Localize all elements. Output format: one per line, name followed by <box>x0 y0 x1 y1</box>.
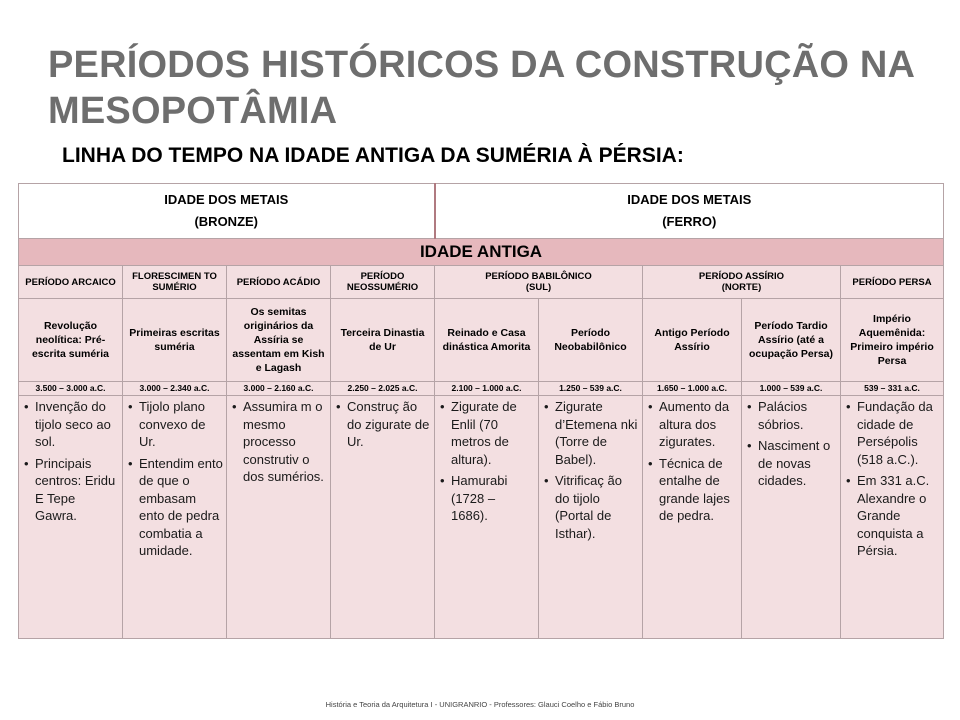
list-item: • Construç ão do zigurate de Ur. <box>347 398 431 451</box>
period-assirio-label: PERÍODO ASSÍRIO <box>698 271 785 282</box>
metal-age-row <box>19 184 944 239</box>
ancient-age-row <box>19 239 944 266</box>
description-cell: Reinado e Casa dinástica Amorita <box>435 299 539 382</box>
description-cell: Antigo Período Assírio <box>643 299 742 382</box>
list-item: • Palácios sóbrios. <box>758 398 837 433</box>
description-cell: Período Tardio Assírio (até a ocupação Persa) <box>742 299 841 382</box>
description-cell: Os semitas originários da Assíria se assentam em Kish e Lagash <box>227 299 331 382</box>
list-item: • Tijolo plano convexo de Ur. <box>139 398 223 451</box>
period-babilonico-region: (SUL) <box>525 282 552 293</box>
characteristics-cell <box>227 396 331 639</box>
iron-age-sublabel: (FERRO) <box>662 214 717 229</box>
period-arcaico: PERÍODO ARCAICO <box>19 266 123 299</box>
list-item: • Nasciment o de novas cidades. <box>758 437 837 490</box>
iron-age-cell <box>435 184 944 239</box>
characteristics-cell <box>123 396 227 639</box>
bullet-list <box>645 398 738 525</box>
list-item: • Invenção do tijolo seco ao sol. <box>35 398 119 451</box>
bullet-list <box>333 398 431 451</box>
bullet-list <box>843 398 940 560</box>
period-babilonico-label: PERÍODO BABILÔNICO <box>485 271 592 282</box>
bronze-age-cell <box>19 184 435 239</box>
list-item: • Principais centros: Eridu E Tepe Gawra. <box>35 455 119 525</box>
period-florescimento: FLORESCIMEN TO SUMÉRIO <box>123 266 227 299</box>
characteristics-cell <box>742 396 841 639</box>
bullet-list <box>541 398 639 542</box>
date-cell: 3.000 – 2.160 a.C. <box>227 382 331 396</box>
date-cell: 1.250 – 539 a.C. <box>539 382 643 396</box>
list-item: • Em 331 a.C. Alexandre o Grande conquista a Pérsia. <box>857 472 940 560</box>
list-item: • Fundação da cidade de Persépolis (518 a.C.). <box>857 398 940 468</box>
date-cell: 3.000 – 2.340 a.C. <box>123 382 227 396</box>
list-item: • Vitrificaç ão do tijolo (Portal de Isthar). <box>555 472 639 542</box>
page-subtitle: LINHA DO TEMPO NA IDADE ANTIGA DA SUMÉRIA À PÉRSIA: <box>62 144 684 167</box>
characteristics-row <box>19 396 944 639</box>
ancient-age-header: IDADE ANTIGA <box>19 239 944 266</box>
date-cell: 3.500 – 3.000 a.C. <box>19 382 123 396</box>
characteristics-cell <box>331 396 435 639</box>
page-title: PERÍODOS HISTÓRICOS DA CONSTRUÇÃO NA MESOPOTÂMIA <box>48 44 914 132</box>
periods-row <box>19 266 944 299</box>
footer-credits: História e Teoria da Arquitetura I - UNIGRANRIO - Professores: Glauci Coelho e Fábio Bruno <box>325 700 635 709</box>
list-item: • Aumento da altura dos zigurates. <box>659 398 738 451</box>
period-babilonico <box>435 266 643 299</box>
date-cell: 2.250 – 2.025 a.C. <box>331 382 435 396</box>
bullet-list <box>21 398 119 525</box>
description-cell: Império Aquemênida: Primeiro império Persa <box>841 299 944 382</box>
iron-age-label: IDADE DOS METAIS <box>627 192 752 207</box>
list-item: • Zigurate d’Etemena nki (Torre de Babel). <box>555 398 639 468</box>
characteristics-cell <box>841 396 944 639</box>
period-assirio-region: (NORTE) <box>721 282 762 293</box>
date-cell: 539 – 331 a.C. <box>841 382 944 396</box>
period-acadio: PERÍODO ACÁDIO <box>227 266 331 299</box>
dates-row <box>19 382 944 396</box>
list-item: • Entendim ento de que o embasam ento de pedra combatia a umidade. <box>139 455 223 560</box>
bullet-list <box>437 398 535 525</box>
bullet-list <box>229 398 327 486</box>
list-item: • Assumira m o mesmo processo construtiv o dos sumérios. <box>243 398 327 486</box>
period-neossumerio: PERÍODO NEOSSUMÉRIO <box>331 266 435 299</box>
period-assirio <box>643 266 841 299</box>
characteristics-cell <box>19 396 123 639</box>
bronze-age-sublabel: (BRONZE) <box>194 214 259 229</box>
descriptions-row <box>19 299 944 382</box>
date-cell: 1.000 – 539 a.C. <box>742 382 841 396</box>
bronze-age-label: IDADE DOS METAIS <box>164 192 289 207</box>
description-cell: Primeiras escritas suméria <box>123 299 227 382</box>
timeline-table <box>18 183 944 639</box>
characteristics-cell <box>435 396 539 639</box>
characteristics-cell <box>539 396 643 639</box>
list-item: • Técnica de entalhe de grande lajes de pedra. <box>659 455 738 525</box>
date-cell: 1.650 – 1.000 a.C. <box>643 382 742 396</box>
date-cell: 2.100 – 1.000 a.C. <box>435 382 539 396</box>
list-item: • Zigurate de Enlil (70 metros de altura). <box>451 398 535 468</box>
characteristics-cell <box>643 396 742 639</box>
bullet-list <box>125 398 223 560</box>
list-item: • Hamurabi (1728 – 1686). <box>451 472 535 525</box>
description-cell: Terceira Dinastia de Ur <box>331 299 435 382</box>
bullet-list <box>744 398 837 490</box>
description-cell: Revolução neolítica: Pré-escrita suméria <box>19 299 123 382</box>
description-cell: Período Neobabilônico <box>539 299 643 382</box>
period-persa: PERÍODO PERSA <box>841 266 944 299</box>
